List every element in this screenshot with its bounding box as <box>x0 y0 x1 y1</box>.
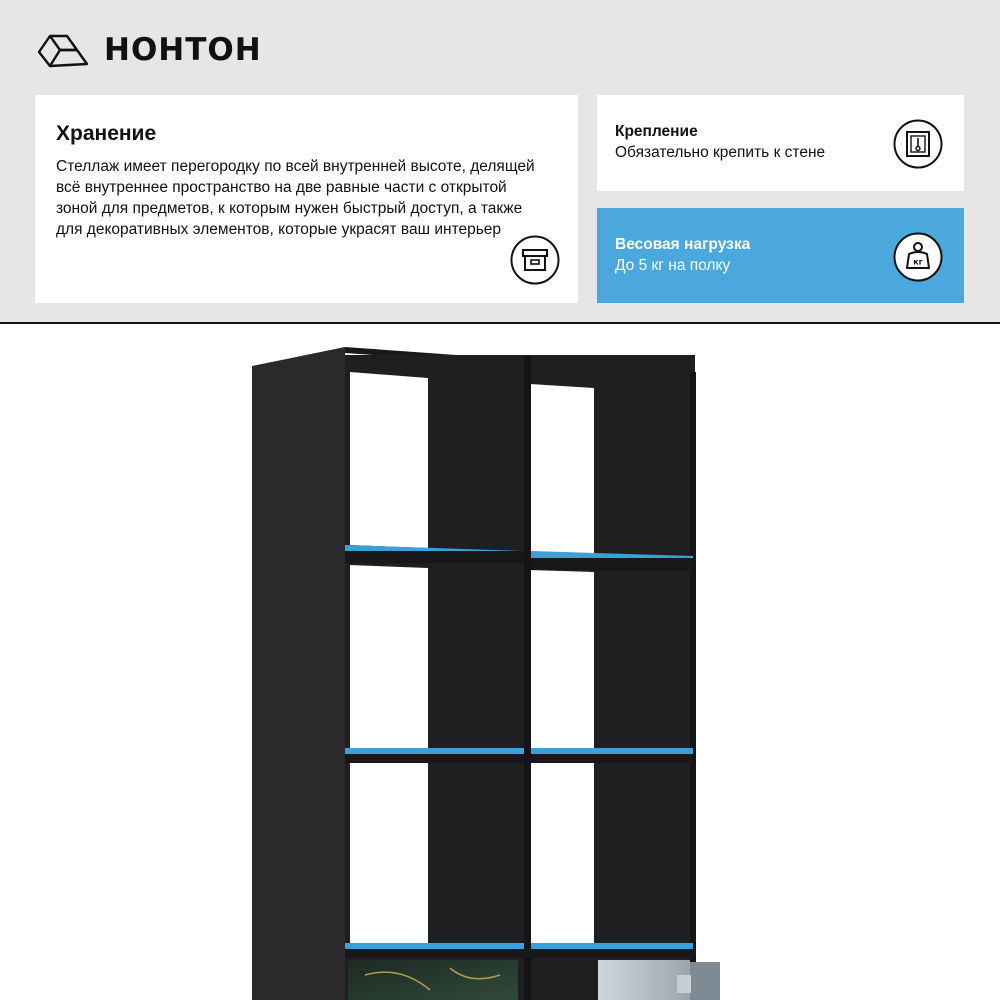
weight-kg-label: кг <box>913 257 923 267</box>
brand-header <box>36 28 262 72</box>
brand-name: НОНТОН <box>104 32 262 68</box>
weight-load-card <box>597 208 964 303</box>
storage-title: Хранение <box>56 122 157 145</box>
brand-mark-icon <box>36 30 90 70</box>
storage-description: Стеллаж имеет перегородку по всей внутренней высоте, делящей всё внутреннее пространство на две равные части с открытой зоной для предметов, к которым нужен быстрый доступ, а также для декоративных элементов, которые украсят ваш интерьер <box>56 158 535 238</box>
product-image <box>0 324 1000 1000</box>
storage-card <box>35 95 578 303</box>
mounting-title: Крепление <box>615 123 698 140</box>
weight-kg-icon <box>893 232 943 282</box>
wall-mount-icon <box>893 119 943 169</box>
weight-load-description: До 5 кг на полку <box>615 257 731 274</box>
weight-load-title: Весовая нагрузка <box>615 236 751 253</box>
storage-box-icon <box>510 235 560 285</box>
mounting-description: Обязательно крепить к стене <box>615 144 826 161</box>
mounting-card <box>597 95 964 191</box>
